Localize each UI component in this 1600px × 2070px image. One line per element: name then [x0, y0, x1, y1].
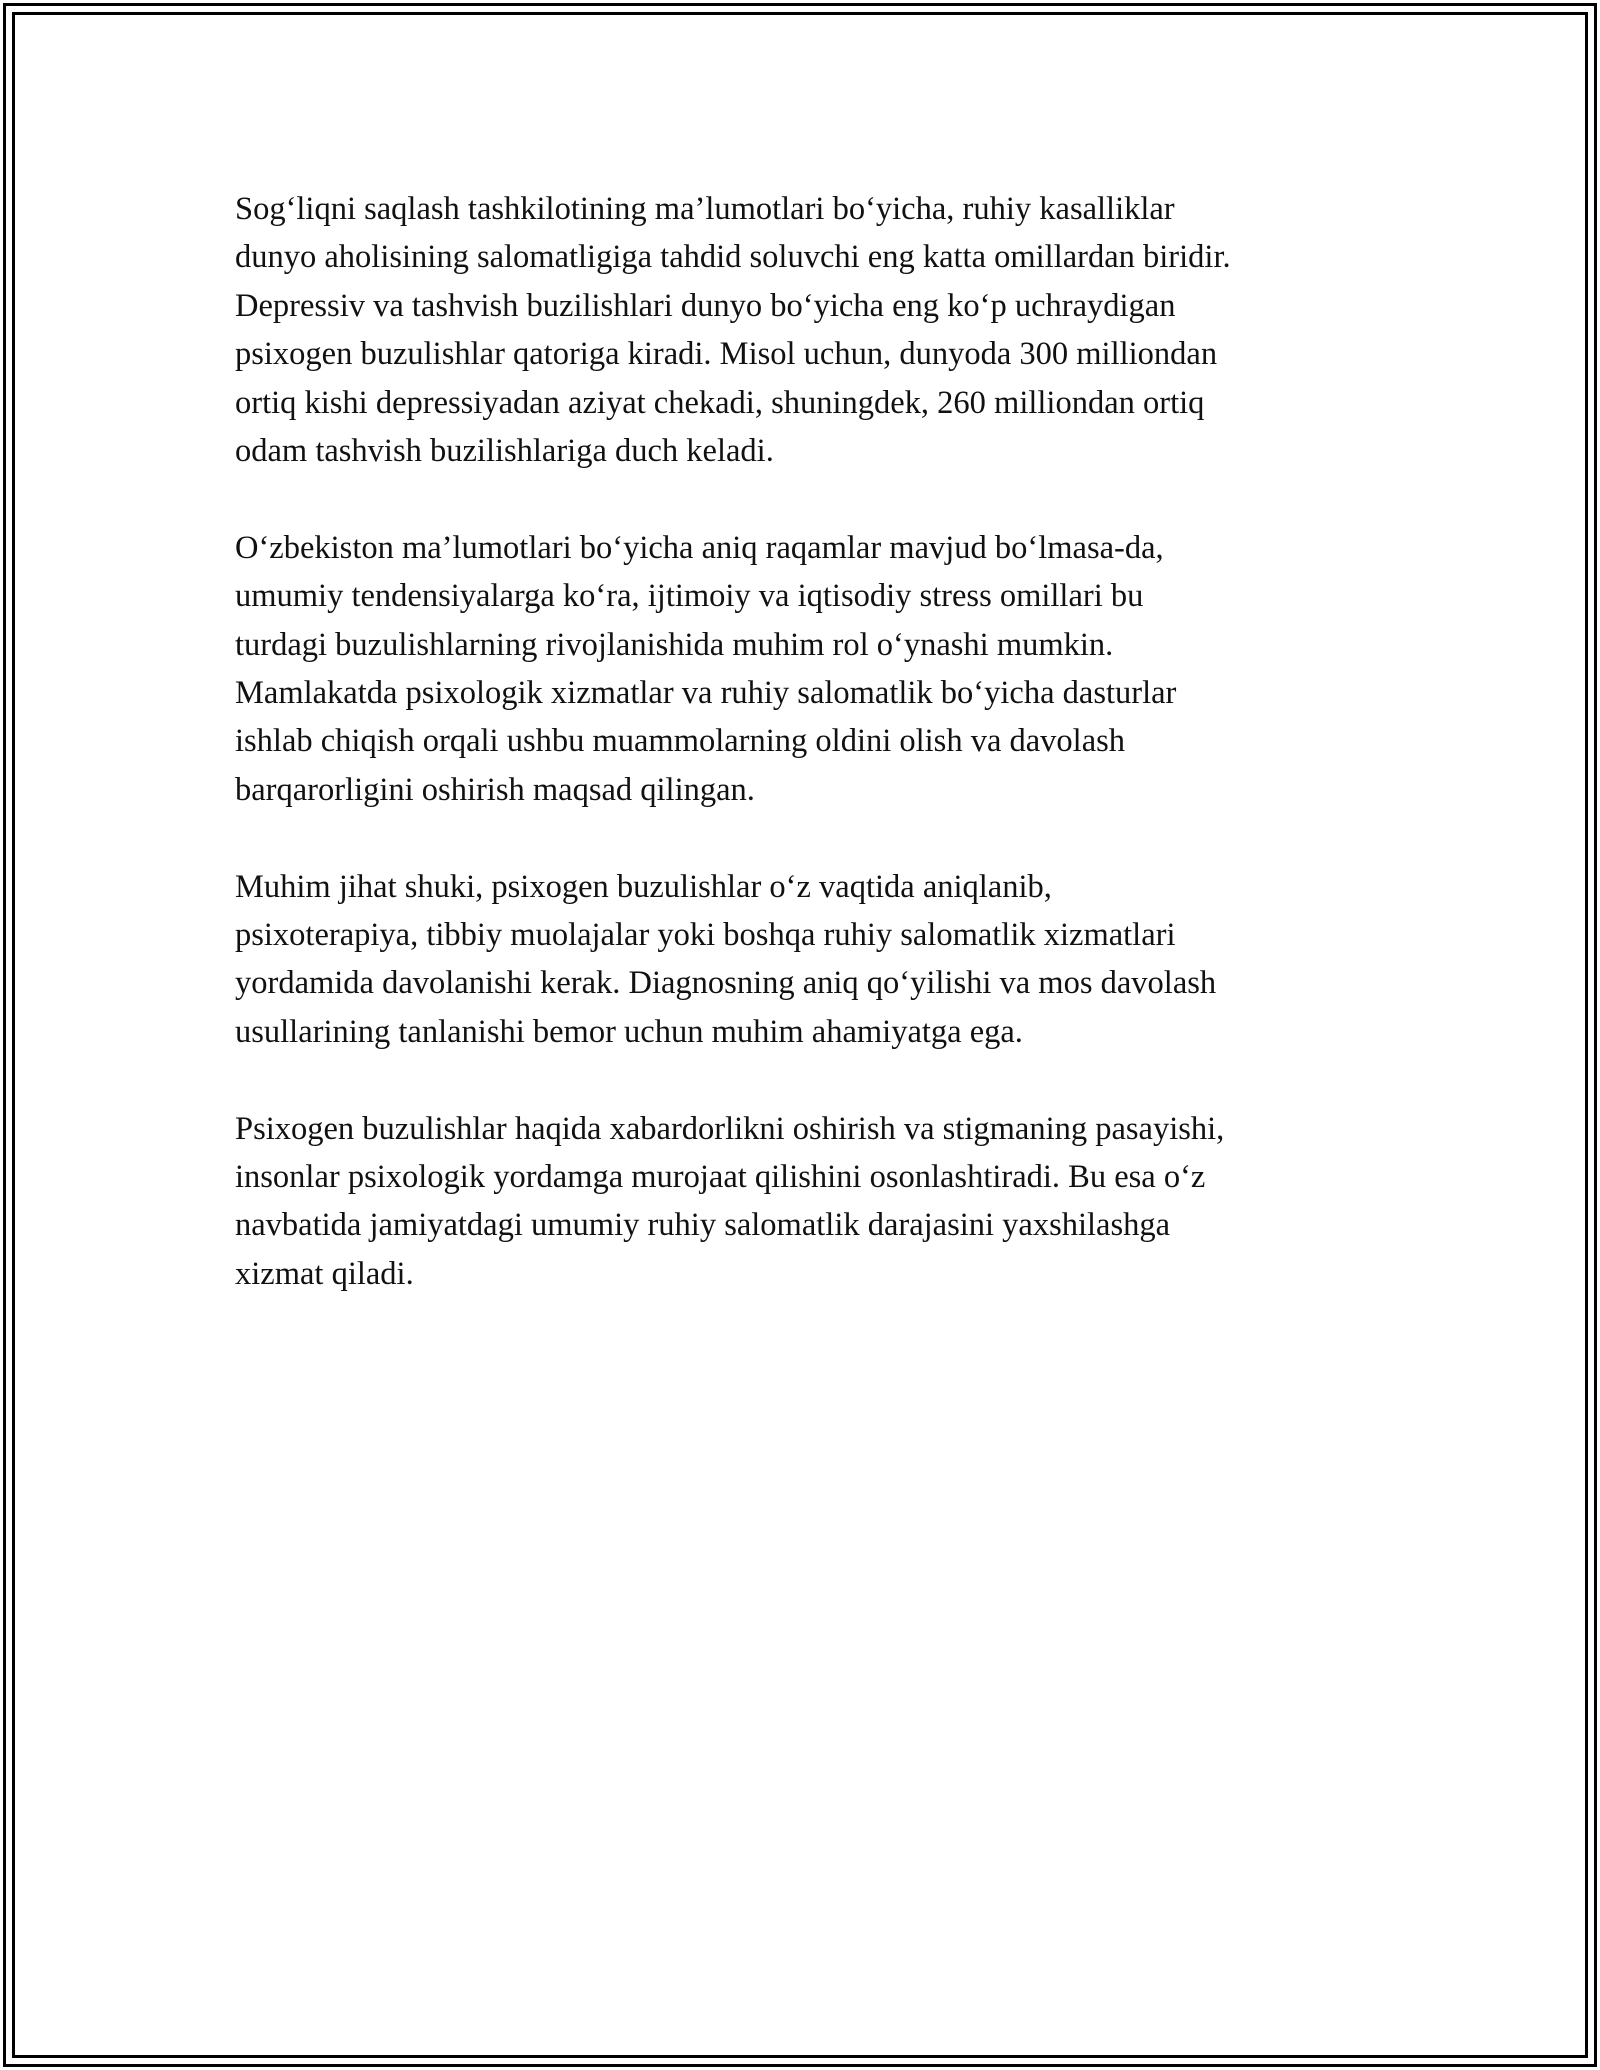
paragraph-line: navbatida jamiyatdagi umumiy ruhiy salomatlik darajasini yaxshilashga [235, 1207, 1171, 1244]
paragraph-line: Depressiv va tashvish buzilishlari dunyo bo‘yicha eng ko‘p uchraydigan [235, 287, 1176, 324]
paragraph-line: dunyo aholisining salomatligiga tahdid soluvchi eng katta omillardan biridir. [235, 239, 1231, 276]
paragraph-line: O‘zbekiston ma’lumotlari bo‘yicha aniq raqamlar mavjud bo‘lmasa-da, [235, 529, 1164, 566]
paragraph-line: ishlab chiqish orqali ushbu muammolarning oldini olish va davolash [235, 723, 1126, 760]
paragraph-line: ortiq kishi depressiyadan aziyat chekadi, shuningdek, 260 milliondan ortiq [235, 384, 1205, 421]
paragraph-line: Psixogen buzulishlar haqida xabardorlikni oshirish va stigmaning pasayishi, [235, 1110, 1225, 1147]
paragraph-line: psixogen buzulishlar qatoriga kiradi. Misol uchun, dunyoda 300 milliondan [235, 336, 1218, 373]
paragraph-line: Mamlakatda psixologik xizmatlar va ruhiy salomatlik bo‘yicha dasturlar [235, 675, 1177, 712]
paragraph-line: usullarining tanlanishi bemor uchun muhim ahamiyatga ega. [235, 1013, 1023, 1050]
document-body [235, 185, 1395, 1347]
paragraph-line: umumiy tendensiyalarga ko‘ra, ijtimoiy va iqtisodiy stress omillari bu [235, 578, 1144, 615]
paragraph-line: barqarorligini oshirish maqsad qilingan. [235, 771, 755, 808]
paragraph-line: psixoterapiya, tibbiy muolajalar yoki boshqa ruhiy salomatlik xizmatlari [235, 917, 1176, 954]
paragraph-line: odam tashvish buzilishlariga duch keladi. [235, 433, 774, 470]
paragraph-line: xizmat qiladi. [235, 1255, 414, 1292]
paragraph-line: insonlar psixologik yordamga murojaat qilishini osonlashtiradi. Bu esa o‘z [235, 1159, 1206, 1196]
paragraph-2 [235, 524, 1395, 814]
paragraph-1 [235, 185, 1395, 475]
paragraph-4 [235, 1105, 1395, 1299]
paragraph-3 [235, 863, 1395, 1057]
paragraph-line: yordamida davolanishi kerak. Diagnosning aniq qo‘yilishi va mos davolash [235, 965, 1217, 1002]
paragraph-line: Muhim jihat shuki, psixogen buzulishlar o‘z vaqtida aniqlanib, [235, 868, 1052, 905]
paragraph-line: turdagi buzulishlarning rivojlanishida muhim rol o‘ynashi mumkin. [235, 626, 1114, 663]
paragraph-line: Sog‘liqni saqlash tashkilotining ma’lumotlari bo‘yicha, ruhiy kasalliklar [235, 191, 1175, 227]
